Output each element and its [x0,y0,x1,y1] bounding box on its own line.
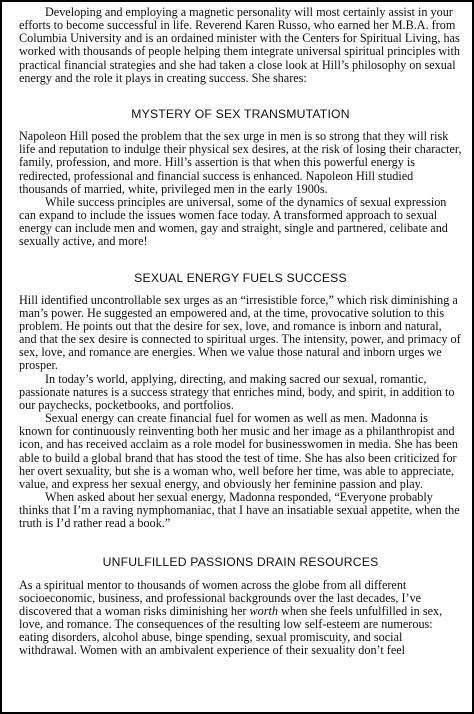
paragraph: In today’s world, applying, directing, and making sacred our sexual, romantic, passionate natures is a success strategy that enriches mind, body, and spirit, in addition to our paychecks, pocketbooks, and portfolios. [19,371,455,412]
section-heading-unfulfilled-passions: UNFULFILLED PASSIONS DRAIN RESOURCES [102,555,379,570]
paragraph: When asked about her sexual energy, Madonna responded, “Everyone probably thinks that I’m a raving nymphomaniac, that I have an insatiable sexual appetite, when the truth is I’d rather read a book.” [19,490,460,531]
section-heading-sexual-energy: SEXUAL ENERGY FUELS SUCCESS [134,270,347,285]
section-heading-sex-transmutation: MYSTERY OF SEX TRANSMUTATION [131,106,350,121]
intro-paragraph: Developing and employing a magnetic personality will most certainly assist in your efforts to become successful in life. Reverend Karen Russo, who earned her M.B.A. from Columbia University and is an ordained minister with the Centers for Spiritual Living, has worked with thousands of people helping them integrate universal spiritual principles with practical financial strategies and she had taken a close look at Hill’s philosophy on sexual energy and the role it plays in creating success. She shares: [19,5,461,85]
paragraph: Napoleon Hill posed the problem that the sex urge in men is so strong that they will risk life and reputation to indulge their physical sex desires, at the risk of losing their character, family, profession, and more. Hill’s assertion is that when this powerful energy is redirected, professional and financial success is enhanced. Napoleon Hill studied thousands of married, white, privileged men in the early 1900s. [19,129,462,196]
paragraph-text: when she feels unfulfilled in sex, love, and romance. The consequences of the resulting low self-esteem are numerous: eating disorders, alcohol abuse, binge spending, sexual promiscuity, and social withdrawal. Women with an ambivalent experience of their sexuality don’t feel [19,603,443,658]
emphasized-word: worth [249,603,278,618]
paragraph-text: As a spiritual mentor to thousands of women across the globe from all different socioeconomic, business, and professional backgrounds over the last decades, I’ve discovered that a woman risks diminishing her [19,577,422,618]
paragraph: While success principles are universal, some of the dynamics of sexual expression can expand to include the issues women face today. A transformed approach to sexual energy can include men and women, gay and straight, single and partnered, celibate and sexually active, and more! [19,194,448,249]
paragraph: Sexual energy can create financial fuel for women as well as men. Madonna is known for continuously reinventing both her music and her image as a philanthropist and icon, and has received acclaim as a role model for businesswomen in media. She has been able to build a global brand that has stood the test of time. She has also been criticized for her overt sexuality, but she is a woman who, well before her time, was able to appreciate, value, and express her sexual energy, and obviously her feminine passion and play. [19,411,458,491]
paragraph: Hill identified uncontrollable sex urges as an “irresistible force,” which risk diminishing a man’s power. He suggested an empowered and, at the time, provocative solution to this problem. He points out that the desire for sex, love, and romance is inborn and natural, and that the sex desire is connected to spiritual urges. The intensity, power, and primacy of sex, love, and romance are energies. When we value those natural and inborn urges we prosper. [19,292,461,373]
paragraph [19,579,462,658]
